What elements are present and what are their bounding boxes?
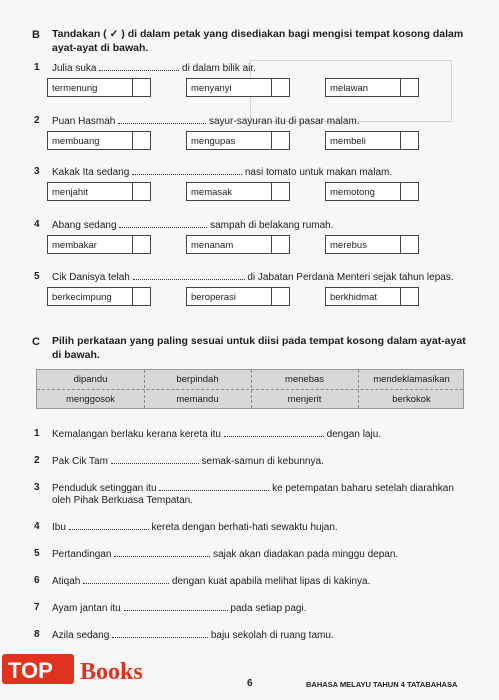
logo-text-books: Books — [80, 659, 143, 685]
answer-blank[interactable] — [69, 520, 149, 530]
answer-blank[interactable] — [132, 165, 242, 175]
b-question-1-text: Julia suka di dalam bilik air. — [52, 63, 256, 74]
tick-box[interactable] — [132, 288, 150, 305]
word-bank — [36, 369, 464, 409]
b-question-5-text: Cik Danisya telah di Jabatan Perdana Menteri sejak tahun lepas. — [52, 272, 454, 283]
tick-box[interactable] — [271, 236, 289, 253]
tick-box[interactable] — [400, 236, 418, 253]
section-c-letter: C — [32, 336, 40, 348]
answer-blank[interactable] — [159, 481, 269, 491]
section-c-instruction-line2: di bawah. — [52, 349, 100, 361]
section-b-instruction-line1: Tandakan ( ✓ ) di dalam petak yang disediakan bagi mengisi tempat kosong dalam — [52, 28, 464, 40]
b-question-number: 5 — [34, 271, 40, 282]
b-question-number: 3 — [34, 166, 40, 177]
section-c-instruction-line1: Pilih perkataan yang paling sesuai untuk diisi pada tempat kosong dalam ayat-ayat — [52, 335, 466, 347]
section-b-instruction-line2: ayat-ayat di bawah. — [52, 42, 149, 54]
option-box[interactable]: berkecimpung — [47, 287, 151, 306]
c-question-8-text: Azila sedang baju sekolah di ruang tamu. — [52, 630, 334, 641]
answer-blank[interactable] — [112, 628, 208, 638]
option-box[interactable]: menyanyi — [186, 78, 290, 97]
section-c-instruction — [52, 334, 466, 362]
c-question-7-text: Ayam jantan itu pada setiap pagi. — [52, 603, 307, 614]
c-question-number: 1 — [34, 428, 40, 439]
c-question-number: 2 — [34, 455, 40, 466]
tick-box[interactable] — [132, 236, 150, 253]
tick-box[interactable] — [271, 183, 289, 200]
answer-blank[interactable] — [114, 547, 210, 557]
option-box[interactable]: beroperasi — [186, 287, 290, 306]
logo-text-top: TOP — [8, 658, 53, 683]
word-bank-word: menggosok — [65, 394, 116, 405]
tick-box[interactable] — [400, 79, 418, 96]
option-box[interactable]: membuang — [47, 131, 151, 150]
tick-box[interactable] — [400, 183, 418, 200]
answer-blank[interactable] — [118, 114, 206, 124]
c-question-number: 7 — [34, 602, 40, 613]
answer-blank[interactable] — [111, 454, 199, 464]
b-question-4-text: Abang sedang sampah di belakang rumah. — [52, 220, 334, 231]
option-box[interactable]: berkhidmat — [325, 287, 419, 306]
b-question-number: 1 — [34, 62, 40, 73]
c-question-2-text: Pak Cik Tam semak-samun di kebunnya. — [52, 456, 324, 467]
option-box[interactable]: memotong — [325, 182, 419, 201]
c-question-4-text: Ibu kereta dengan berhati-hati sewaktu hujan. — [52, 522, 338, 533]
tick-box[interactable] — [400, 132, 418, 149]
c-question-number: 4 — [34, 521, 40, 532]
tick-box[interactable] — [132, 132, 150, 149]
b-question-3-text: Kakak Ita sedang nasi tomato untuk makan malam. — [52, 167, 393, 178]
word-bank-word: berkokok — [392, 394, 431, 405]
page-number: 6 — [247, 678, 253, 689]
c-question-number: 6 — [34, 575, 40, 586]
word-bank-word: menjerit — [287, 394, 322, 405]
word-bank-word: mendeklamasikan — [373, 374, 450, 385]
c-question-3-text-line2: oleh Pihak Berkuasa Tempatan. — [52, 495, 194, 506]
option-box[interactable]: membakar — [47, 235, 151, 254]
option-box[interactable]: menjahit — [47, 182, 151, 201]
section-b-instruction — [52, 27, 463, 55]
option-box[interactable]: menanam — [186, 235, 290, 254]
b-question-2-text: Puan Hasmah sayur-sayuran itu di pasar malam. — [52, 116, 360, 127]
c-question-number: 5 — [34, 548, 40, 559]
answer-blank[interactable] — [133, 270, 245, 280]
answer-blank[interactable] — [83, 574, 169, 584]
answer-blank[interactable] — [224, 427, 324, 437]
book-title: BAHASA MELAYU TAHUN 4 TATABAHASA — [306, 680, 458, 689]
c-question-6-text: Atiqah dengan kuat apabila melihat lipas di kakinya. — [52, 576, 371, 587]
tick-box[interactable] — [271, 79, 289, 96]
word-bank-word: memandu — [176, 394, 219, 405]
tick-box[interactable] — [271, 132, 289, 149]
option-box[interactable]: merebus — [325, 235, 419, 254]
tick-box[interactable] — [132, 183, 150, 200]
option-box[interactable]: termenung — [47, 78, 151, 97]
c-question-number: 3 — [34, 482, 40, 493]
option-box[interactable]: mengupas — [186, 131, 290, 150]
tick-box[interactable] — [400, 288, 418, 305]
c-question-1-text: Kemalangan berlaku kerana kereta itu dengan laju. — [52, 429, 382, 440]
word-bank-word: berpindah — [176, 374, 219, 385]
section-b-letter: B — [32, 29, 40, 41]
word-bank-word: dipandu — [73, 374, 108, 385]
tick-box[interactable] — [271, 288, 289, 305]
topbooks-logo-graphic — [0, 648, 176, 688]
c-question-5-text: Pertandingan sajak akan diadakan pada minggu depan. — [52, 549, 399, 560]
b-question-number: 4 — [34, 219, 40, 230]
word-bank-word: menebas — [284, 374, 325, 385]
topbooks-logo — [0, 648, 176, 688]
b-question-number: 2 — [34, 115, 40, 126]
option-box[interactable]: membeli — [325, 131, 419, 150]
option-box[interactable]: memasak — [186, 182, 290, 201]
tick-box[interactable] — [132, 79, 150, 96]
c-question-number: 8 — [34, 629, 40, 640]
c-question-3-text: Penduduk setinggan itu ke petempatan baharu setelah diarahkan — [52, 483, 454, 494]
option-box[interactable]: melawan — [325, 78, 419, 97]
answer-blank[interactable] — [119, 218, 207, 228]
answer-blank[interactable] — [99, 61, 179, 71]
answer-blank[interactable] — [124, 601, 228, 611]
